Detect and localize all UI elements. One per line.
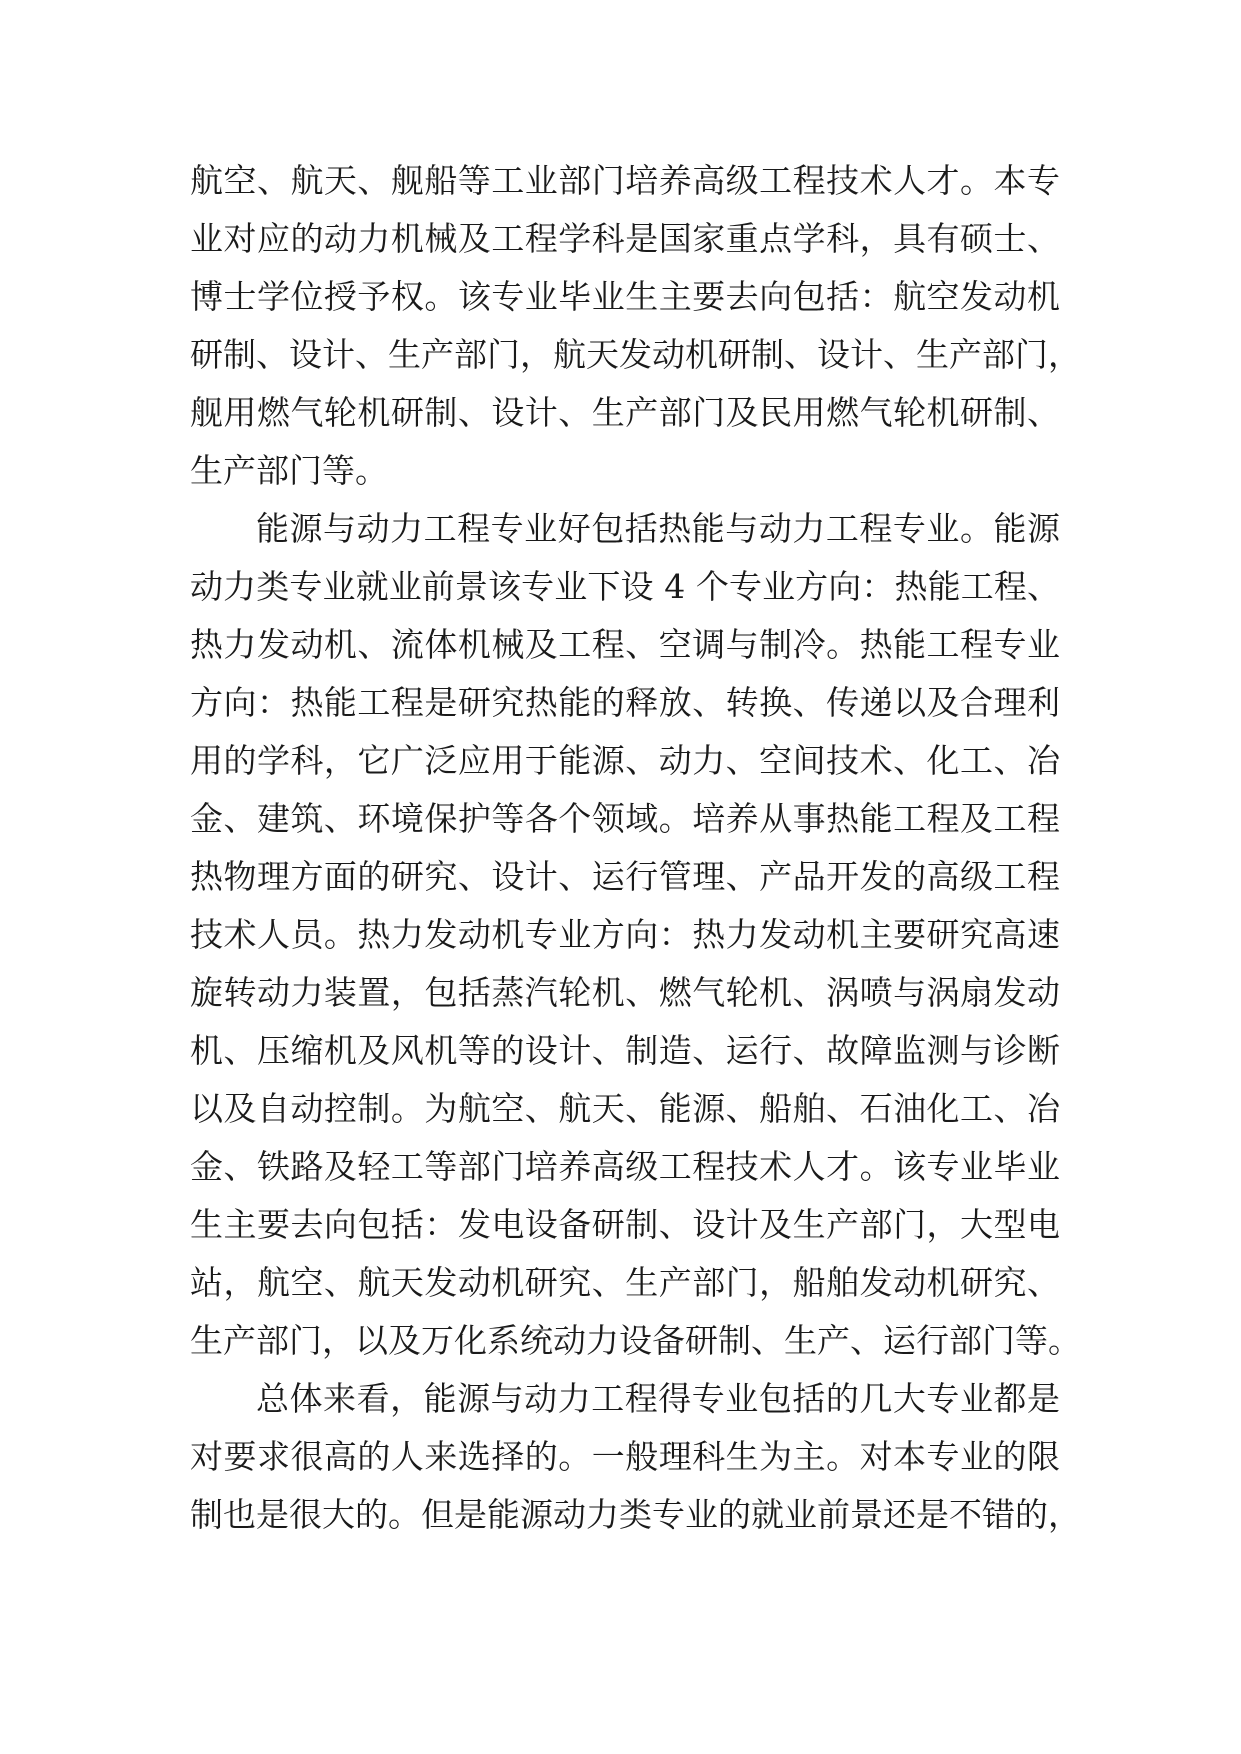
text-line: 生产部门等。 bbox=[190, 451, 388, 490]
text-line: 用的学科，它广泛应用于能源、动力、空间技术、化工、冶 bbox=[190, 741, 1060, 780]
text-line: 业对应的动力机械及工程学科是国家重点学科，具有硕士、 bbox=[190, 219, 1060, 258]
text-line: 博士学位授予权。该专业毕业生主要去向包括：航空发动机 bbox=[190, 277, 1060, 316]
text-line: 旋转动力装置，包括蒸汽轮机、燃气轮机、涡喷与涡扇发动 bbox=[190, 973, 1060, 1012]
text-line: 金、铁路及轻工等部门培养高级工程技术人才。该专业毕业 bbox=[190, 1147, 1060, 1186]
text-line: 机、压缩机及风机等的设计、制造、运行、故障监测与诊断 bbox=[190, 1031, 1060, 1070]
text-line: 站，航空、航天发动机研究、生产部门，船舶发动机研究、 bbox=[190, 1263, 1060, 1302]
text-line: 热物理方面的研究、设计、运行管理、产品开发的高级工程 bbox=[190, 857, 1060, 896]
text-line: 舰用燃气轮机研制、设计、生产部门及民用燃气轮机研制、 bbox=[190, 393, 1060, 432]
text-line: 对要求很高的人来选择的。一般理科生为主。对本专业的限 bbox=[190, 1437, 1060, 1476]
text-line: 技术人员。热力发动机专业方向：热力发动机主要研究高速 bbox=[190, 915, 1060, 954]
text-line: 热力发动机、流体机械及工程、空调与制冷。热能工程专业 bbox=[190, 625, 1060, 664]
text-line: 航空、航天、舰船等工业部门培养高级工程技术人才。本专 bbox=[190, 161, 1060, 200]
text-line: 生产部门，以及万化系统动力设备研制、生产、运行部门等。 bbox=[190, 1321, 1081, 1360]
text-line: 方向：热能工程是研究热能的释放、转换、传递以及合理利 bbox=[190, 683, 1060, 722]
paragraph-first-line: 总体来看，能源与动力工程得专业包括的几大专业都是 bbox=[256, 1379, 1060, 1418]
text-line: 制也是很大的。但是能源动力类专业的就业前景还是不错的， bbox=[190, 1495, 1081, 1534]
text-line: 以及自动控制。为航空、航天、能源、船舶、石油化工、冶 bbox=[190, 1089, 1060, 1128]
paragraph-first-line: 能源与动力工程专业好包括热能与动力工程专业。能源 bbox=[256, 509, 1060, 548]
text-line: 动力类专业就业前景该专业下设 4 个专业方向：热能工程、 bbox=[190, 567, 1060, 606]
text-line: 金、建筑、环境保护等各个领域。培养从事热能工程及工程 bbox=[190, 799, 1060, 838]
text-line: 研制、设计、生产部门，航天发动机研制、设计、生产部门， bbox=[190, 335, 1081, 374]
text-line: 生主要去向包括：发电设备研制、设计及生产部门，大型电 bbox=[190, 1205, 1060, 1244]
